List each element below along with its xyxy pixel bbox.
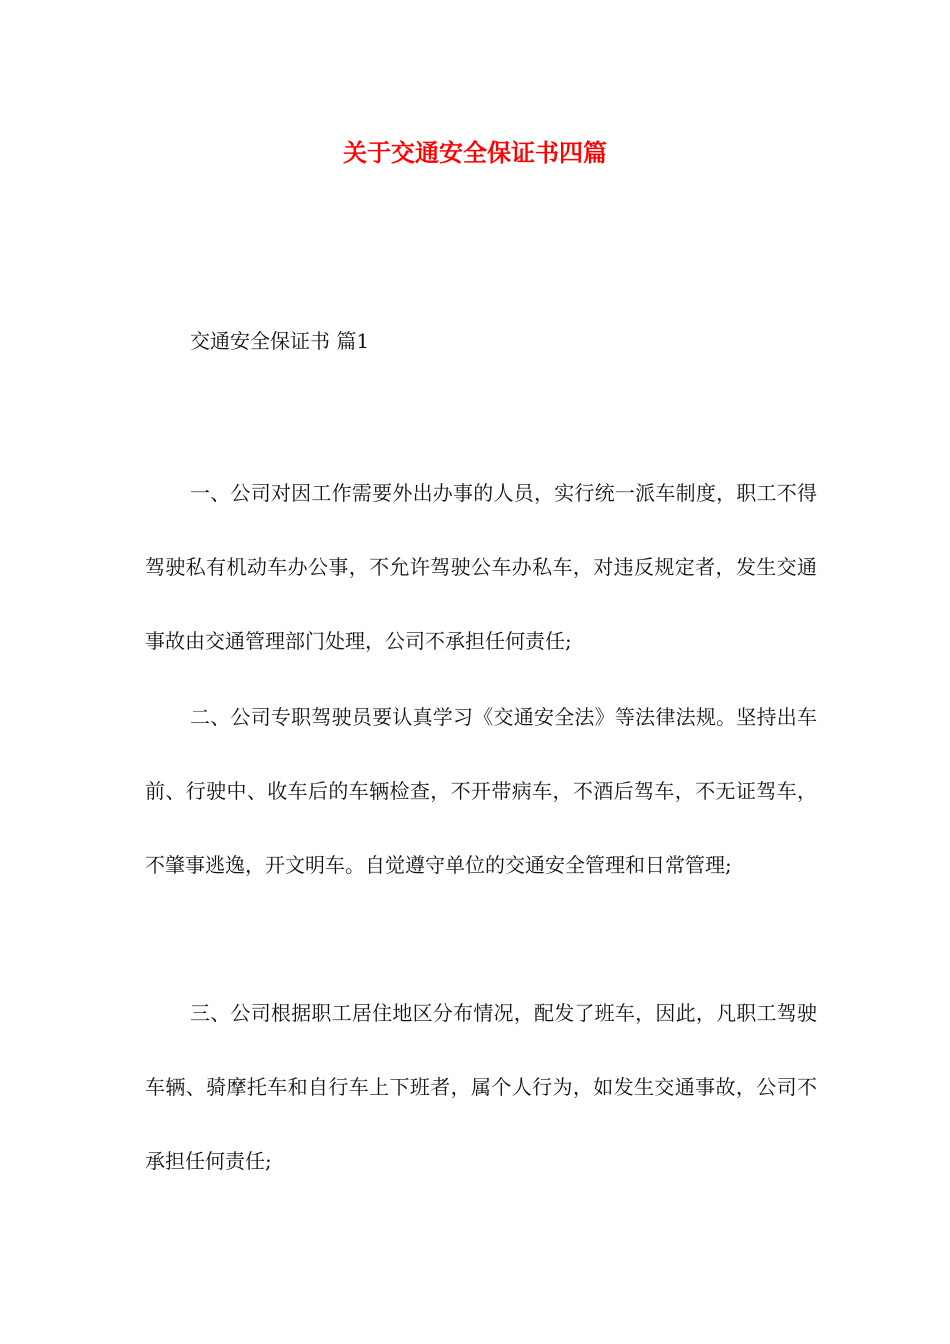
section-heading: 交通安全保证书 篇1 bbox=[190, 329, 370, 353]
paragraph-2: 二、公司专职驾驶员要认真学习《交通安全法》等法律法规。坚持出车前、行驶中、收车后的车辆检查，不开带病车，不酒后驾车，不无证驾车，不肇事逃逸，开文明车。自觉遵守单位的交通安全管理和日常管理; bbox=[145, 705, 817, 877]
paragraph-3: 三、公司根据职工居住地区分布情况，配发了班车，因此，凡职工驾驶车辆、骑摩托车和自行车上下班者，属个人行为，如发生交通事故，公司不承担任何责任; bbox=[145, 1001, 817, 1173]
document-title: 关于交通安全保证书四篇 bbox=[343, 139, 607, 167]
paragraph-1: 一、公司对因工作需要外出办事的人员，实行统一派车制度，职工不得驾驶私有机动车办公事，不允许驾驶公车办私车，对违反规定者，发生交通事故由交通管理部门处理，公司不承担任何责任; bbox=[145, 481, 817, 653]
